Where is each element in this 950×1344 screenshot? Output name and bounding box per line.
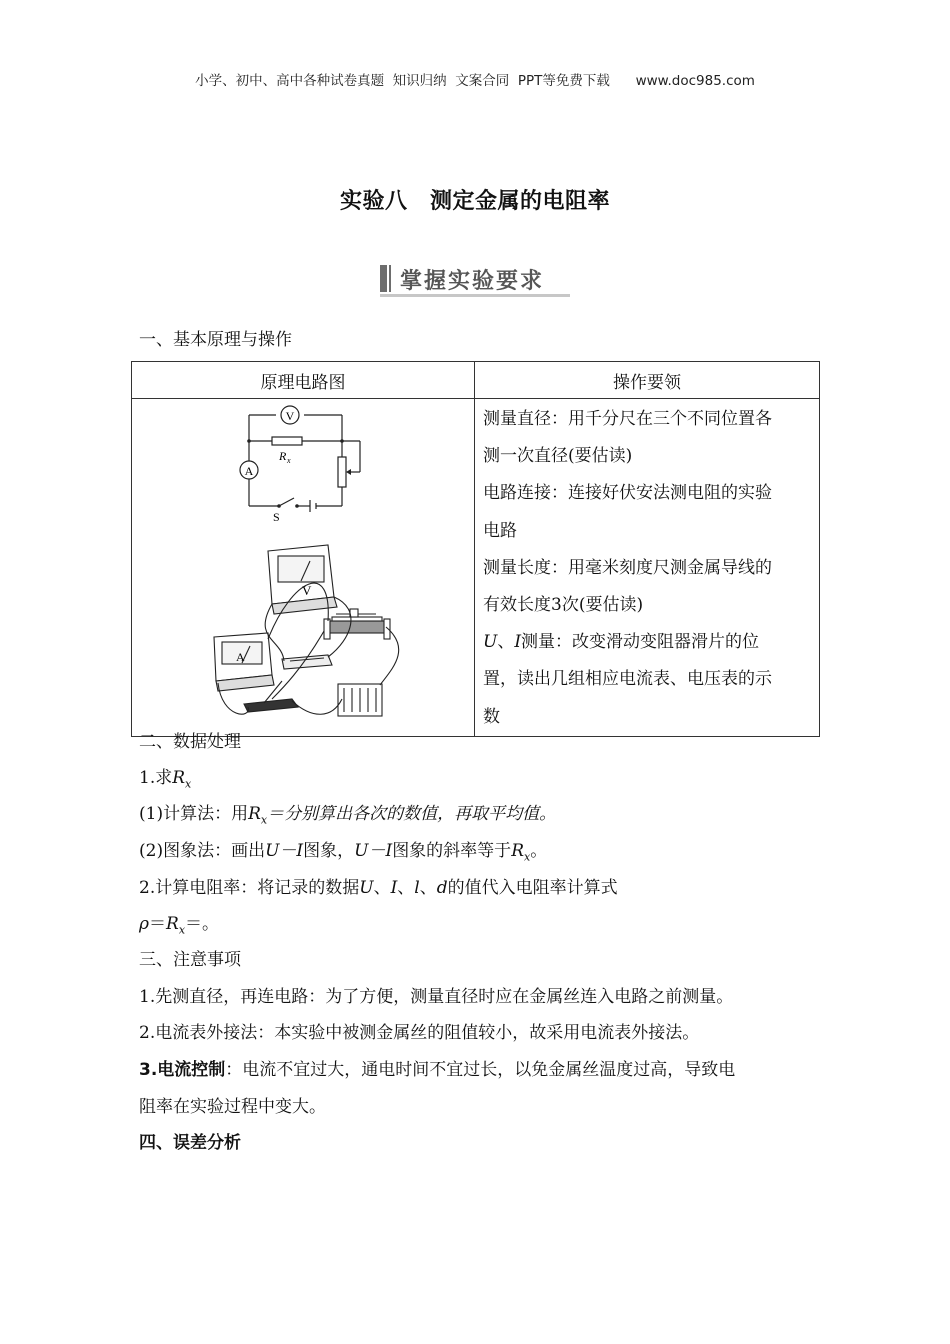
item-text: (1)计算法：用 — [139, 804, 249, 824]
section-4-heading: 四、误差分析 — [139, 1133, 241, 1153]
section-1-heading: 一、基本原理与操作 — [139, 330, 292, 350]
op-line: 电路 — [483, 520, 517, 541]
symbol-U: U — [483, 632, 498, 653]
formula-text: ＝。 — [185, 914, 220, 934]
item-text-italic: ＝分别算出各次的数值，再取平均值。 — [267, 804, 557, 824]
separator: 、 — [373, 878, 391, 898]
op-line: 电路连接：连接好伏安法测电阻的实验 — [483, 483, 772, 504]
item-text: (2)图象法：画出 — [139, 841, 266, 861]
subscript-x: x — [260, 813, 268, 827]
subscript-x: x — [178, 923, 186, 937]
formula-rho — [139, 912, 219, 942]
subscript-x: x — [524, 850, 531, 864]
table-header-ops: 操作要领 — [475, 362, 820, 399]
subscript-x: x — [185, 777, 192, 791]
item-text: 。 — [530, 841, 548, 861]
op-line: 测量直径：用千分尺在三个不同位置各 — [483, 409, 772, 429]
symbol-d: d — [436, 878, 448, 898]
ammeter-label: A — [244, 464, 254, 478]
table-header-circuit: 原理电路图 — [132, 362, 475, 399]
operation-notes-cell — [475, 399, 820, 737]
item-text: 1.求 — [139, 768, 173, 788]
switch-label: S — [273, 510, 280, 524]
op-line: 测量长度：用毫米刻度尺测金属导线的 — [483, 557, 772, 578]
op-line: 有效长度3次(要估读) — [483, 595, 644, 616]
op-line: 置，读出几组相应电流表、电压表的示 — [483, 669, 772, 690]
lab-setup-illustration — [214, 545, 399, 716]
formula-text: ＝ — [149, 914, 166, 934]
symbol-R: R — [511, 841, 524, 861]
separator: 、 — [497, 632, 515, 653]
banner-bar — [380, 265, 387, 292]
item-text: 的值代入电阻率计算式 — [447, 878, 618, 898]
banner-bar-thin — [389, 265, 391, 292]
separator: 、 — [397, 878, 415, 898]
note-3-cont: 阻率在实验过程中变大。 — [139, 1097, 326, 1117]
symbol-I: I — [514, 632, 522, 653]
op-line: 数 — [483, 706, 500, 727]
circuit-figure-cell — [132, 399, 475, 737]
note-3-bold: 3.电流控制 — [139, 1060, 226, 1080]
symbol-R: R — [172, 768, 186, 788]
banner-text: 掌握实验要求 — [400, 269, 545, 294]
note-2: 2.电流表外接法：本实验中被测金属丝的阻值较小，故采用电流表外接法。 — [139, 1023, 700, 1043]
item-text: 图象， — [303, 841, 355, 861]
resistor-label: R — [279, 449, 287, 463]
site-header: 小学、初中、高中各种试卷真题 知识归纳 文案合同 PPT等免费下载 www.doc985.com — [195, 73, 755, 89]
section-3-heading: 三、注意事项 — [139, 950, 241, 970]
principle-table — [131, 361, 820, 737]
section-banner — [380, 262, 568, 298]
symbol-rho: ρ — [139, 914, 149, 934]
item-graph-method — [139, 839, 547, 869]
item-resistivity — [139, 876, 618, 900]
symbol-l: l — [414, 878, 420, 898]
banner-underline — [380, 294, 570, 297]
item-text: 2.计算电阻率：将记录的数据 — [139, 878, 360, 898]
symbol-U: U — [359, 878, 374, 898]
section-2-heading: 二、数据处理 — [139, 732, 241, 752]
resistor-subscript: x — [287, 456, 291, 465]
photo-voltmeter-label: V — [302, 583, 312, 598]
item-text: 图象的斜率等于 — [392, 841, 512, 861]
note-3 — [139, 1058, 735, 1082]
circuit-diagram — [132, 399, 474, 729]
item-calc-method — [139, 802, 556, 832]
photo-ammeter-label: A — [236, 650, 245, 664]
symbol-R: R — [166, 914, 179, 934]
symbol-I: I — [390, 878, 398, 898]
op-line-ui — [483, 624, 813, 661]
op-line: 测一次直径(要估读) — [483, 446, 633, 467]
note-1: 1.先测直径，再连电路：为了方便，测量直径时应在金属丝连入电路之前测量。 — [139, 987, 734, 1007]
separator: 、 — [419, 878, 437, 898]
op-ui-text: 测量：改变滑动变阻器滑片的位 — [521, 632, 760, 653]
voltmeter-label: V — [285, 409, 295, 423]
item-find-rx — [139, 766, 191, 796]
note-3-text: ：电流不宜过大，通电时间不宜过长，以免金属丝温度过高，导致电 — [225, 1060, 736, 1080]
page-title: 实验八 测定金属的电阻率 — [339, 189, 610, 214]
symbol-UI: U－I — [265, 841, 304, 861]
symbol-UI: U－I — [354, 841, 393, 861]
symbol-R: R — [248, 804, 261, 824]
